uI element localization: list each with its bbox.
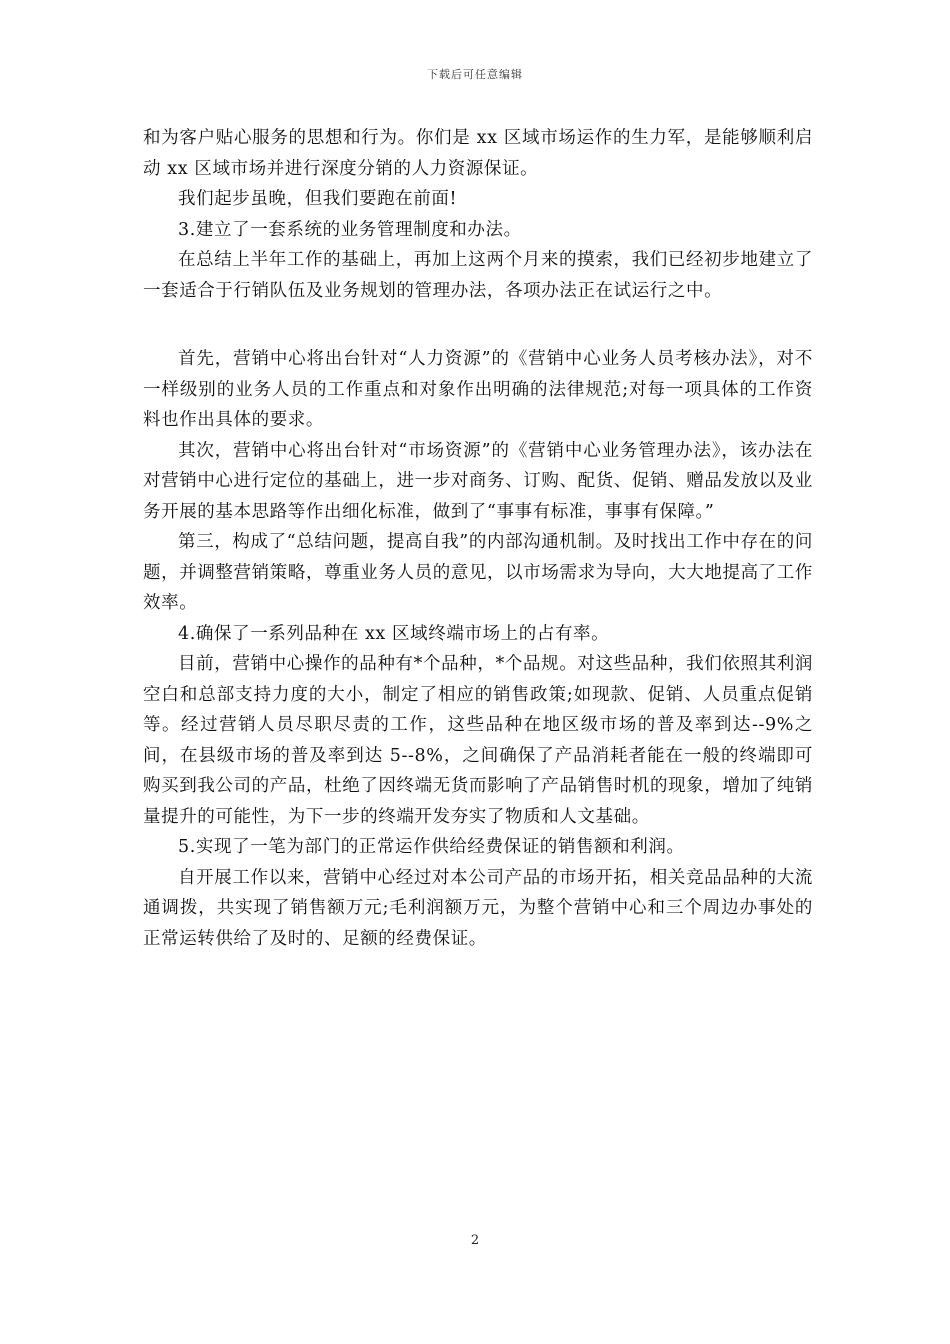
paragraph-motto: 我们起步虽晚，但我们要跑在前面! <box>178 189 458 209</box>
paragraph-continuation: 和为客户贴心服务的思想和行为。你们是 xx 区域市场运作的生力军，是能够顺利启动 xx 区域市场并进行深度分销的人力资源保证。 <box>143 128 813 179</box>
paragraph-sales-profit: 自开展工作以来，营销中心经过对本公司产品的市场开拓，相关竞品品种的大流通调拨，共实现了销售额万元;毛利润额万元，为整个营销中心和三个周边办事处的正常运转供给了及时的、足额的经费保证。 <box>143 867 813 949</box>
page-header: 下载后可任意编辑 <box>427 68 523 81</box>
section-heading-3: 3.建立了一套系统的业务管理制度和办法。 <box>178 219 522 240</box>
page-number: 2 <box>470 1233 480 1248</box>
section-heading-5: 5.实现了一笔为部门的正常运作供给经费保证的销售额和利润。 <box>178 837 685 857</box>
paragraph-second: 其次，营销中心将出台针对“市场资源”的《营销中心业务管理办法》，该办法在对营销中心进行定位的基础上，进一步对商务、订购、配货、促销、赠品发放以及业务开展的基本思路等作出细化标准，做到了“事事有标准，事事有保障。” <box>143 440 813 522</box>
paragraph-market-share: 目前，营销中心操作的品种有*个品种，*个品规。对这些品种，我们依照其利润空白和总部支持力度的大小，制定了相应的销售政策;如现款、促销、人员重点促销等。经过营销人员尽职尽责的工作，这些品种在地区级市场的普及率到达--9%之间，在县级市场的普及率到达 5--8%，之间确保了产品消耗者能在一般的终端即可购买到我公司的产品，杜绝了因终端无货而影响了产品销售时机的现象，增加了纯销量提升的可能性，为下一步的终端开发夯实了物质和人文基础。 <box>143 654 813 827</box>
paragraph-management-system: 在总结上半年工作的基础上，再加上这两个月来的摸索，我们已经初步地建立了一套适合于行销队伍及业务规划的管理办法，各项办法正在试运行之中。 <box>143 250 813 301</box>
paragraph-first: 首先，营销中心将出台针对“人力资源”的《营销中心业务人员考核办法》，对不一样级别的业务人员的工作重点和对象作出明确的法律规范;对每一项具体的工作资料也作出具体的要求。 <box>143 349 813 430</box>
section-heading-4: 4.确保了一系列品种在 xx 区域终端市场上的占有率。 <box>178 623 610 644</box>
document-body <box>143 123 813 954</box>
paragraph-third: 第三，构成了“总结问题，提高自我”的内部沟通机制。及时找出工作中存在的问题，并调整营销策略，尊重业务人员的意见，以市场需求为导向，大大地提高了工作效率。 <box>143 532 813 613</box>
